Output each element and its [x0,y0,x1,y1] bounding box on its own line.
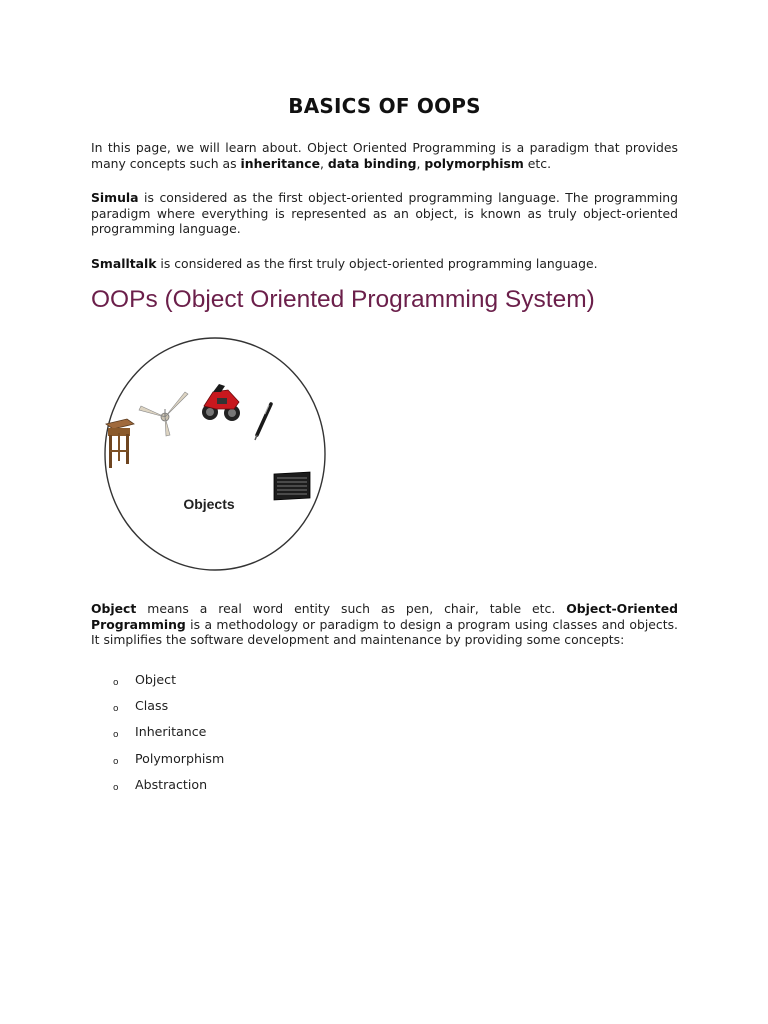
intro-separator: , [416,155,425,171]
concept-label: Object [135,672,177,687]
concept-label: Class [135,698,169,714]
objects-figure [91,332,331,577]
smalltalk-paragraph [91,256,678,272]
intro-separator: , [320,155,328,171]
definition-paragraph [91,601,678,648]
smalltalk-term: Smalltalk [91,256,157,271]
bullet-icon: o [113,704,119,715]
objects-label: Objects [183,496,235,512]
concept-data-binding: data binding [327,155,417,171]
concept-label: Inheritance [135,724,207,740]
simula-paragraph [91,190,678,237]
simula-term: Simula [91,190,139,205]
objects-diagram [91,332,331,577]
section-heading: OOPs (Object Oriented Programming System) [91,286,595,313]
intro-lead: In this page, we will learn about. Object Oriented Programming is a paradigm that provides many concepts such as [91,140,678,171]
oop-term: Object-Oriented Programming [91,601,678,632]
intro-paragraph [91,140,678,171]
simula-text: is considered as the first object-oriented programming language. The programming paradigm where everything is represented as an object, is known as truly object-oriented programming language. [91,190,678,236]
concept-label: Abstraction [135,776,208,792]
object-term: Object [91,601,137,616]
definition-text-2: is a methodology or paradigm to design a program using classes and objects. It simplifies the software development and maintenance by providing some concepts: [91,616,678,647]
concept-label: Polymorphism [135,750,225,766]
intro-tail: etc. [523,155,552,171]
definition-text-1: means a real word entity such as pen, chair, table etc. [136,601,567,616]
smalltalk-text: is considered as the first truly object-oriented programming language. [156,256,598,271]
bullet-icon: o [113,678,119,688]
bullet-icon: o [113,756,119,767]
concept-polymorphism: polymorphism [424,155,524,171]
page-title: BASICS OF OOPS [288,94,481,118]
bullet-icon: o [113,730,119,741]
keyboard-icon [274,472,310,500]
bullet-icon: o [113,782,119,793]
concept-inheritance: inheritance [240,155,321,171]
